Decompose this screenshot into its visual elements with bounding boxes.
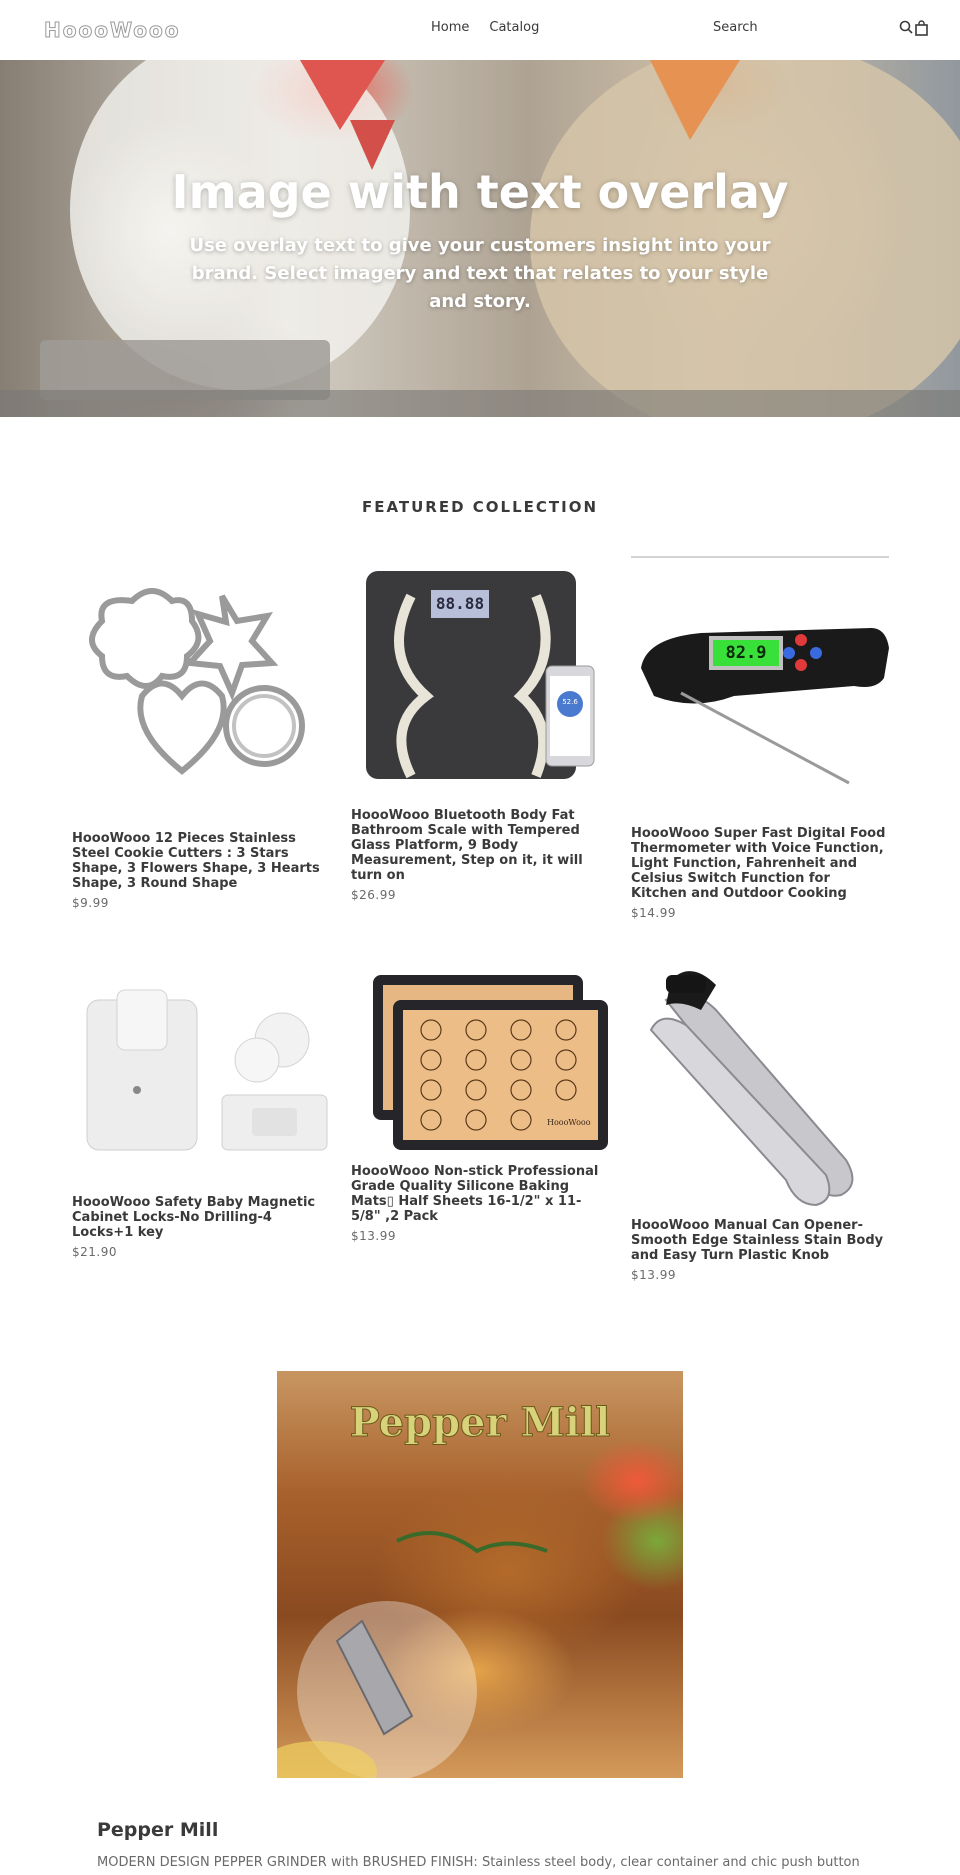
phone-app-reading: 52.6 xyxy=(562,698,578,706)
site-logo[interactable]: HoooWooo xyxy=(44,18,181,42)
search-link[interactable]: Search xyxy=(713,20,758,35)
hero-subtitle: Use overlay text to give your customers insight into your brand. Select imagery and text that relates to your style and story. xyxy=(189,235,771,312)
nav-home-link[interactable]: Home xyxy=(431,20,470,35)
product-title[interactable]: HoooWooo Non-stick Professional Grade Quality Silicone Baking Mats▯ Half Sheets 16-1/2" x 11-5/8" ,2 Pack xyxy=(351,1164,599,1224)
product-image[interactable] xyxy=(351,556,609,796)
product-title[interactable]: HoooWooo Manual Can Opener-Smooth Edge Stainless Stain Body and Easy Turn Plastic Knob xyxy=(631,1218,884,1263)
search-icon[interactable] xyxy=(899,20,913,34)
product-title[interactable]: HoooWooo Bluetooth Body Fat Bathroom Scale with Tempered Glass Platform, 9 Body Measurement, Step on it, it will turn on xyxy=(351,808,583,883)
product-image[interactable] xyxy=(631,960,889,1210)
product-image[interactable] xyxy=(631,556,889,814)
product-image[interactable] xyxy=(72,556,330,814)
product-price: $13.99 xyxy=(351,1229,396,1243)
product-price: $9.99 xyxy=(72,896,109,910)
product-card[interactable] xyxy=(351,960,609,1243)
product-image[interactable] xyxy=(351,960,609,1160)
product-card[interactable] xyxy=(72,556,330,910)
scale-display-reading: 88.88 xyxy=(435,594,485,613)
cart-icon[interactable] xyxy=(915,20,928,36)
main-nav xyxy=(431,20,539,35)
product-price: $13.99 xyxy=(631,1268,676,1282)
product-card[interactable] xyxy=(631,556,889,920)
product-card[interactable] xyxy=(72,960,330,1259)
hero-title: Image with text overlay xyxy=(171,165,789,219)
mat-brand-label: HoooWooo xyxy=(547,1118,591,1127)
product-card[interactable] xyxy=(351,556,609,902)
featured-collection-heading: FEATURED COLLECTION xyxy=(361,498,599,516)
product-card[interactable] xyxy=(631,960,889,1282)
product-price: $21.90 xyxy=(72,1245,117,1259)
product-title[interactable]: HoooWooo Safety Baby Magnetic Cabinet Locks-No Drilling-4 Locks+1 key xyxy=(72,1195,316,1240)
nav-catalog-link[interactable]: Catalog xyxy=(489,20,540,35)
feature-description: MODERN DESIGN PEPPER GRINDER with BRUSHED FINISH: Stainless steel body, clear container and chic push button xyxy=(97,1855,860,1870)
pepper-mill-image xyxy=(277,1371,683,1778)
site-header xyxy=(0,0,960,60)
product-title[interactable]: HoooWooo 12 Pieces Stainless Steel Cookie Cutters : 3 Stars Shape, 3 Flowers Shape, 3 Hearts Shape, 3 Round Shape xyxy=(72,831,320,891)
hero-banner xyxy=(0,60,960,417)
product-price: $14.99 xyxy=(631,906,676,920)
header-icons xyxy=(899,20,928,36)
thermometer-display-reading: 82.9 xyxy=(725,643,767,663)
pepper-mill-image-text: Pepper Mill xyxy=(349,1399,611,1446)
feature-heading: Pepper Mill xyxy=(97,1819,219,1841)
product-title[interactable]: HoooWooo Super Fast Digital Food Thermometer with Voice Function, Light Function, Fahrenheit and Celsius Switch Function for Kitchen and Outdoor Cooking xyxy=(631,826,886,901)
product-price: $26.99 xyxy=(351,888,396,902)
product-image[interactable] xyxy=(72,960,330,1190)
